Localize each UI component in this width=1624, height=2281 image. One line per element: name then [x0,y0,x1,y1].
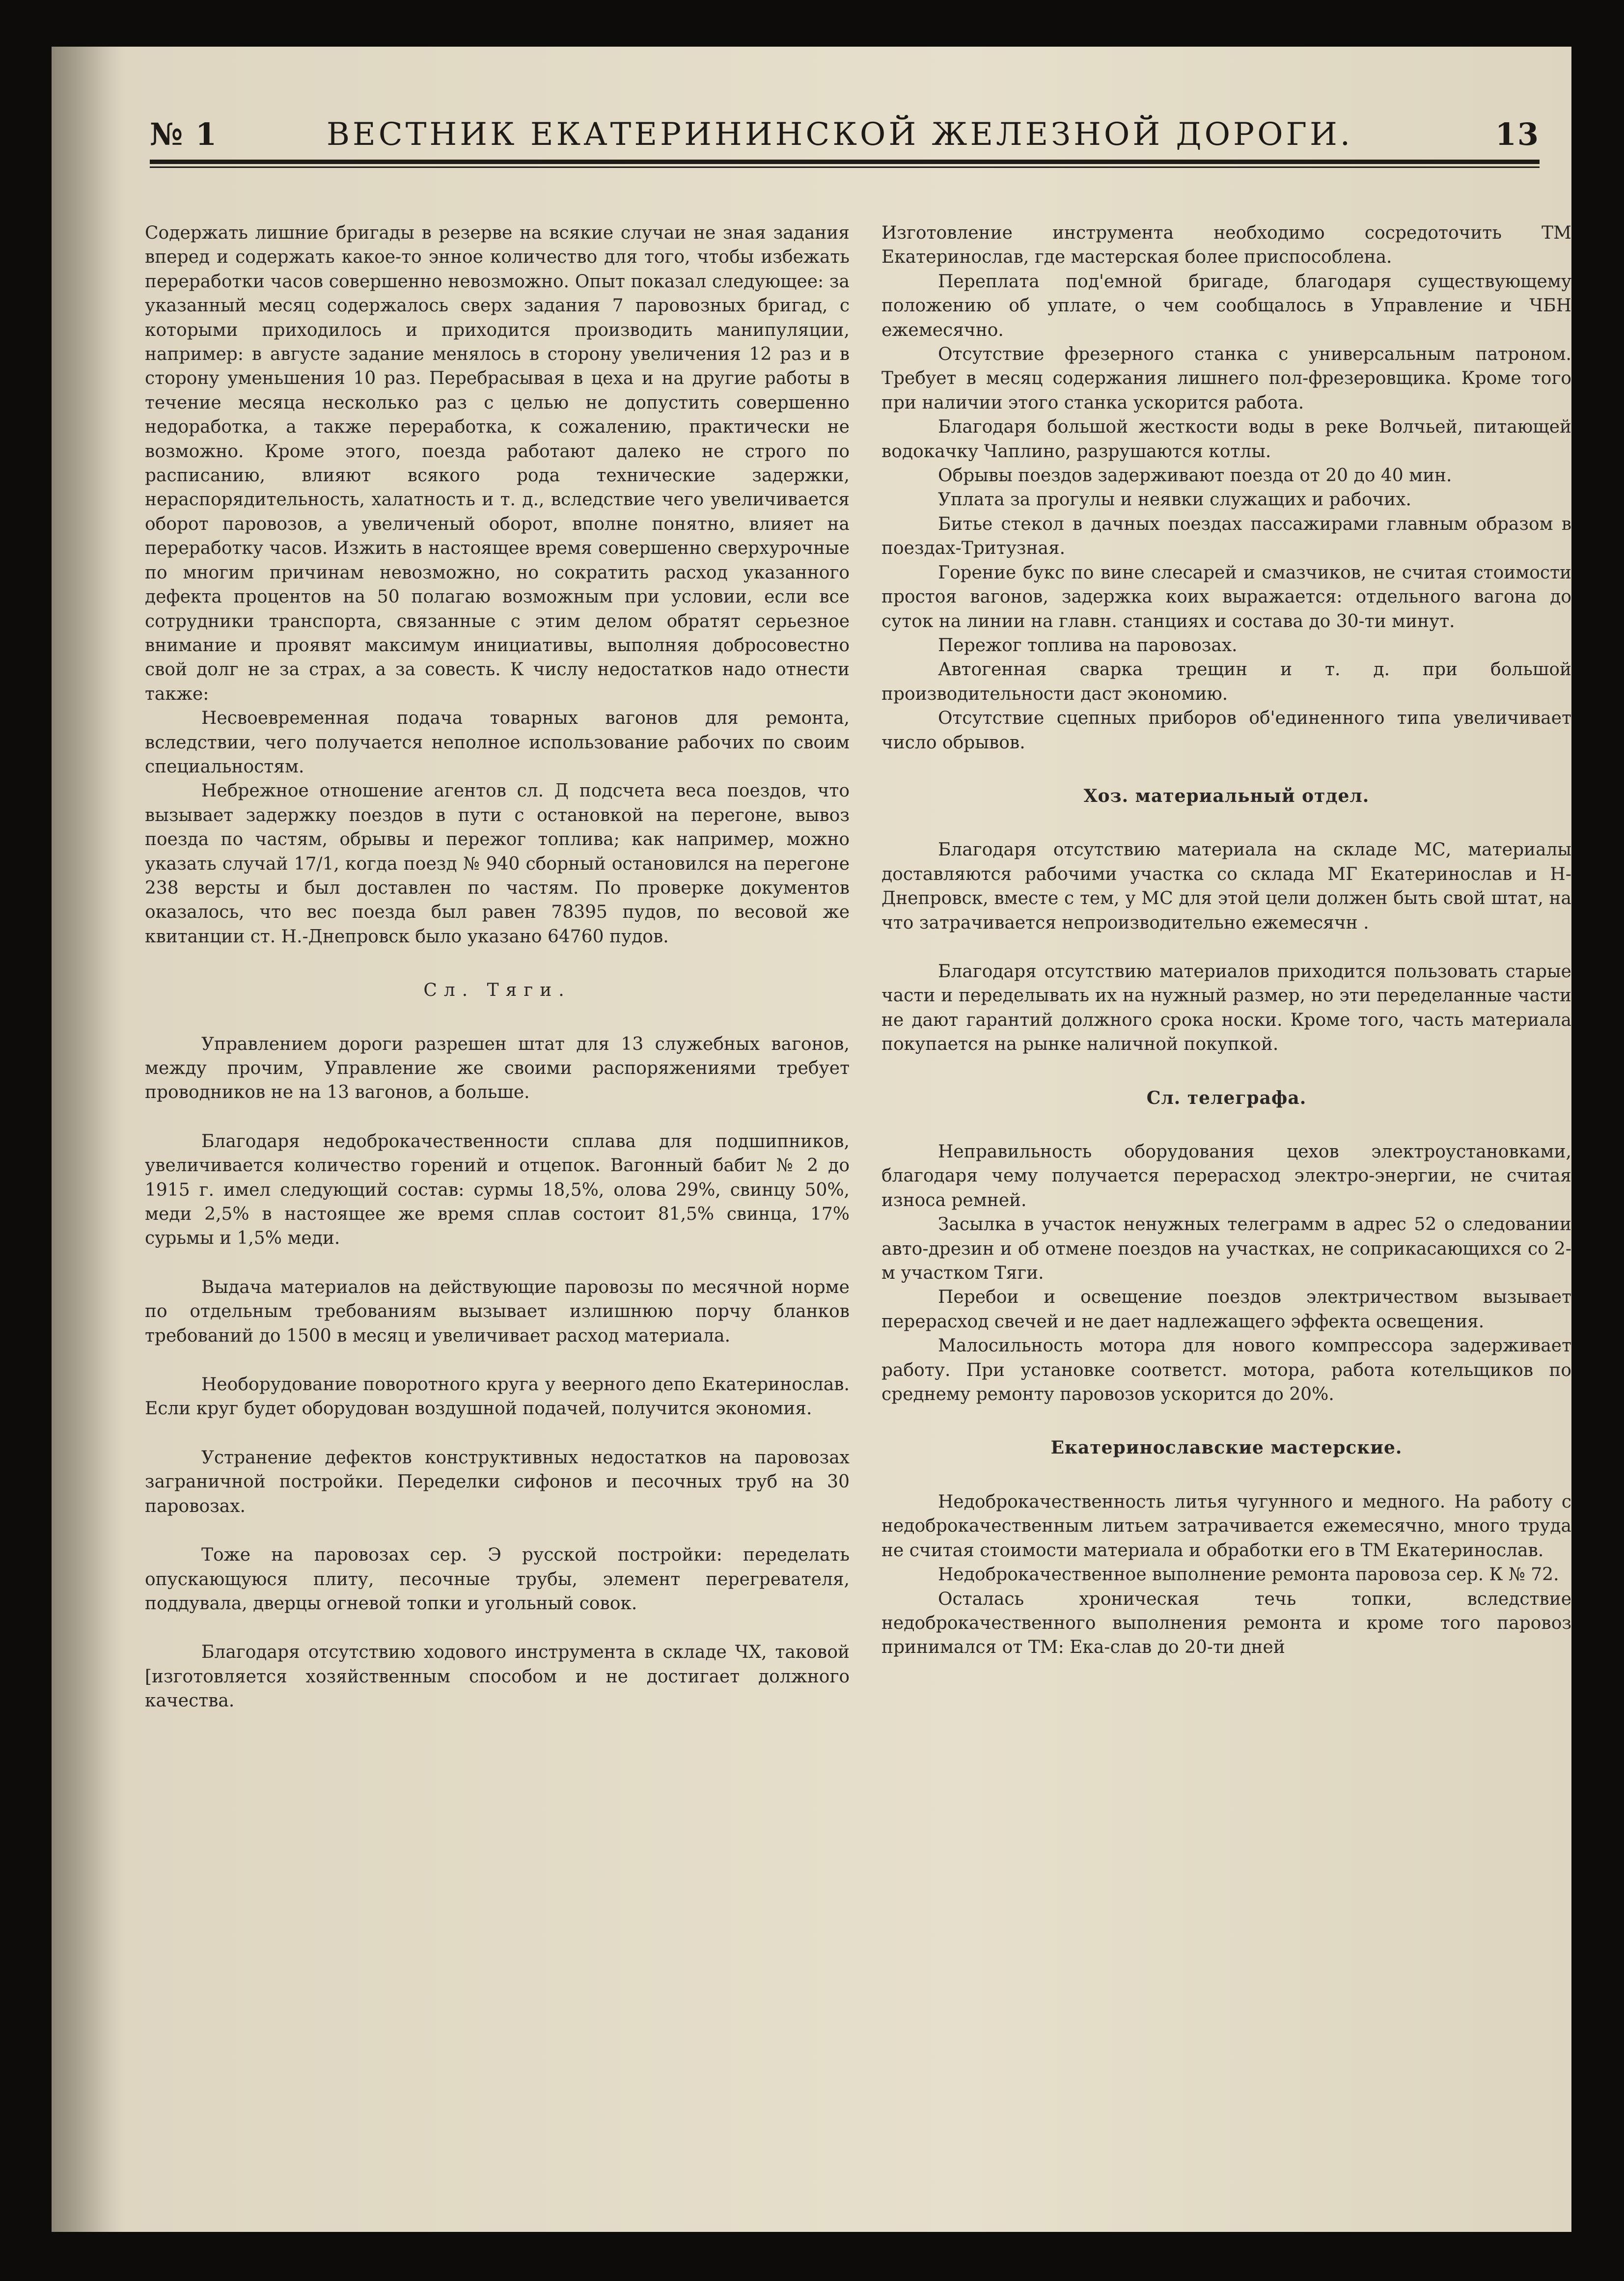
paragraph: Содержать лишние бригады в резерве на всякие случаи не зная задания вперед и содержать какое-то энное количество для того, чтобы избежать переработки часов совершенно невозможно. Опыт показал следующее: за указанный месяц содержалось сверх задания 7 паровозных бригад, с которыми приходилось и приходится производить манипуляции, например: в августе задание менялось в сторону увеличения 12 раз и в сторону уменьшения 10 раз. Перебрасывая в цеха и на другие работы в течение месяца несколько раз с целью не допустить совершенно недоработка, а также переработка, к сожалению, практически не возможно. Кроме этого, поезда работают далеко не строго по расписанию, влияют всякого рода технические задержки, нераспорядительность, халатность и т. д., вследствие чего увеличивается оборот паровозов, а увеличеный оборот, вполне понятно, влияет на переработку часов. Изжить в настоящее время совершенно сверхурочные по многим причинам невозможно, но сократить расход указанного дефекта процентов на 50 полагаю возможным при условии, если все сотрудники транспорта, связанные с этим делом обратят серьезное внимание и проявят максимум инициативы, выполняя добросовестно свой долг не за страх, а за совесть. К числу недостатков надо отнести также: [145,223,850,704]
paragraph: Благодаря большой жесткости воды в реке Волчьей, питающей водокачку Чаплино, разрушаются котлы. [881,417,1571,462]
page-number: 13 [1495,116,1540,152]
issue-number: № 1 [150,116,218,152]
paragraph: Отсутствие сцепных приборов об'единенного типа увеличивает число обрывов. [881,708,1571,753]
paragraph: Переплата под'емной бригаде, благодаря существующему положению об уплате, о чем сообщалось в Управление и ЧБН ежемесячно. [881,271,1571,340]
paragraph: Устранение дефектов конструктивных недостатков на паровозах заграничной постройки. Переделки сифонов и песочных труб на 30 паровозах. [145,1447,850,1516]
paragraph: Неправильность оборудования цехов электроустановками, благодаря чему получается перерасход электро-энергии, не считая износа ремней. [881,1142,1571,1210]
section-heading-tyagi: Сл. Тяги. [423,980,571,1001]
paragraph: Необорудование поворотного круга у веерного депо Екатеринослав. Если круг будет оборудован воздушной подачей, получится экономия. [145,1374,850,1419]
paragraph: Обрывы поездов задерживают поезда от 20 до 40 мин. [938,466,1452,486]
paragraph: Выдача материалов на действующие паровозы по месячной норме по отдельным требованиям вызывает излишнюю порчу бланков требований до 1500 в месяц и увеличивает расход материала. [145,1277,850,1346]
paragraph: Отсутствие фрезерного станка с универсальным патроном. Требует в месяц содержания лишнего пол-фрезеровщика. Кроме того при наличии этого станка ускорится работа. [881,344,1571,413]
section-heading-hoz: Хоз. материальный отдел. [1083,785,1370,806]
section-heading-masterskie: Екатеринославские мастерские. [1050,1437,1403,1458]
binding-shadow [52,47,125,2232]
paragraph: Несвоевременная подача товарных вагонов для ремонта, вследствии, чего получается неполное использование рабочих по своим специальностям. [145,708,850,777]
paragraph: Благодаря отсутствию ходового инструмента в складе ЧХ, таковой [изготовляется хозяйственным способом и не достигает должного качества. [145,1642,850,1711]
paragraph: Небрежное отношение агентов сл. Д подсчета веса поездов, что вызывает задержку поездов в пути с остановкой на перегоне, вывоз поезда по частям, обрывы и пережог топлива; как например, можно указать случай 17/1, когда поезд № 940 сборный остановился на перегоне 238 версты и был доставлен по частям. По проверке документов оказалось, что вес поезда был равен 78395 пудов, по весовой же квитанции ст. Н.-Днепровск было указано 64760 пудов. [145,781,850,947]
paragraph: Засылка в участок ненужных телеграмм в адрес 52 о следовании авто-дрезин и об отмене поездов на участках, не соприкасающихся со 2-м участком Тяги. [881,1214,1571,1284]
newspaper-page [52,47,1571,2232]
publication-title: ВЕСТНИК ЕКАТЕРИНИНСКОЙ ЖЕЛЕЗНОЙ ДОРОГИ. [327,116,1353,153]
paragraph: Автогенная сварка трещин и т. д. при большой производительности даст экономию. [881,660,1571,704]
left-column [145,221,850,1713]
paragraph: Горение букс по вине слесарей и смазчиков, не считая стоимости простоя вагонов, задержка коих выражается: отдельного вагона до суток на линии на главн. станциях и состава до 30-ти минут. [881,562,1571,632]
paragraph: Недоброкачественность литья чугунного и медного. На работу с недоброкачественным литьем затрачивается ежемесячно, много труда не считая стоимости материала и обработки его в ТМ Екатеринослав. [881,1491,1571,1561]
paragraph: Тоже на паровозах сер. Э русской постройки: переделать опускающуюся плиту, песочные трубы, элемент перегревателя, поддувала, дверцы огневой топки и угольный совок. [145,1545,850,1614]
paragraph: Пережог топлива на паровозах. [938,635,1238,656]
paragraph: Недоброкачественное выполнение ремонта паровоза сер. К № 72. [938,1565,1559,1585]
paragraph: Уплата за прогулы и неявки служащих и рабочих. [938,490,1411,510]
page-header [150,110,1540,165]
section-heading-telegraf: Сл. телеграфа. [1146,1087,1307,1108]
paragraph: Осталась хроническая течь топки, вследствие недоброкачественного выполнения ремонта и кроме того паровоз принимался от ТМ: Ека-слав до 20-ти дней [881,1589,1571,1658]
paragraph: Изготовление инструмента необходимо сосредоточить ТМ Екатеринослав, где мастерская более приспособлена. [881,223,1571,268]
header-rule-thick [150,160,1540,164]
paragraph: Управлением дороги разрешен штат для 13 служебных вагонов, между прочим, Управление же своими распоряжениями требует проводников не на 13 вагонов, а больше. [145,1034,850,1103]
paragraph: Битье стекол в дачных поездах пассажирами главным образом в поездах-Тритузная. [881,514,1571,559]
paragraph: Перебои и освещение поездов электричеством вызывает перерасход свечей и не дает надлежащего эффекта освещения. [881,1287,1571,1332]
paragraph: Благодаря недоброкачественности сплава для подшипников, увеличивается количество горений и отцепок. Вагонный бабит № 2 до 1915 г. имел следующий состав: сурмы 18,5%, олова 29%, свинцу 50%, меди 2,5% в настоящее же время сплав состоит 81,5% свинца, 17% сурьмы и 1,5% меди. [145,1131,850,1249]
header-rule-thin [150,166,1540,168]
paragraph: Благодаря отсутствию материалов приходится пользовать старые части и переделывать их на нужный размер, но эти переделанные части не дают гарантий должного срока носки. Кроме того, часть материала покупается на рынке наличной покупкой. [881,961,1571,1055]
paragraph: Малосильность мотора для нового компрессора задерживает работу. При установке соответст. мотора, работа котельщиков по среднему ремонту паровозов ускорится до 20%. [881,1336,1571,1405]
paragraph: Благодаря отсутствию материала на складе МС, материалы доставляются рабочими участка со склада МГ Екатеринослав и Н-Днепровск, вместе с тем, у МС для этой цели должен быть свой штат, на что затрачивается непроизводительно ежемесячн . [881,840,1571,933]
right-column [881,221,1571,1660]
